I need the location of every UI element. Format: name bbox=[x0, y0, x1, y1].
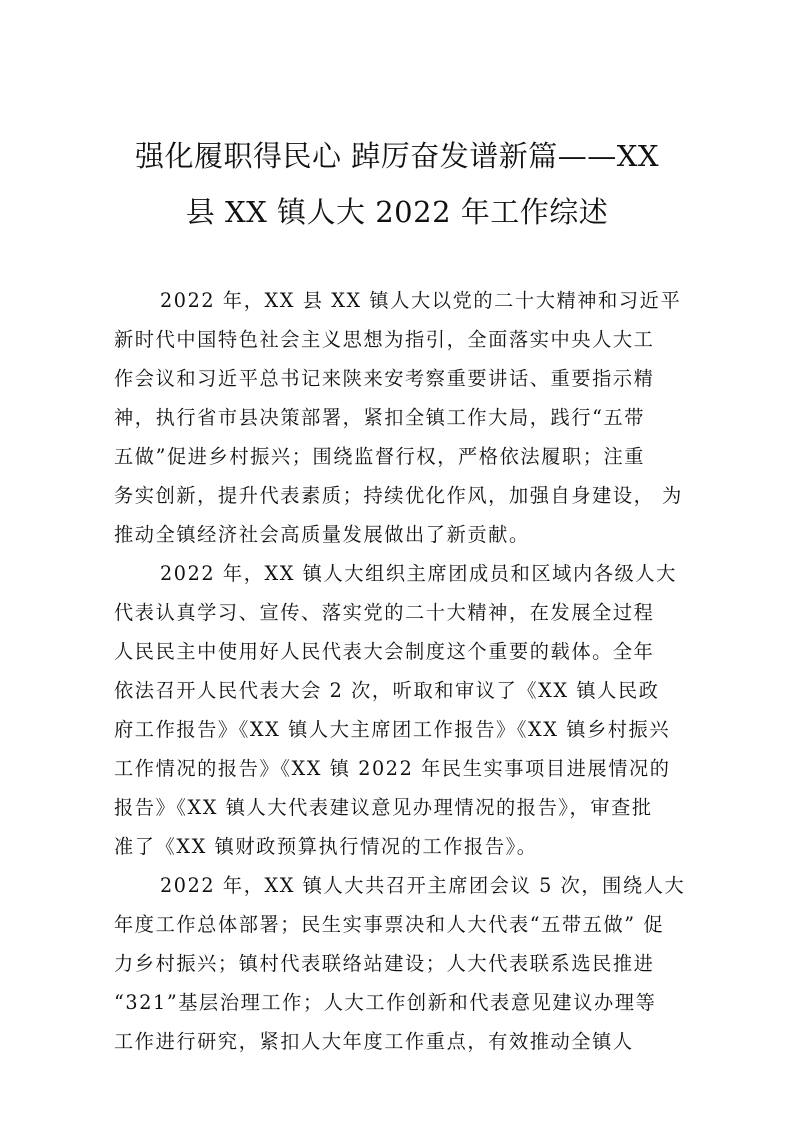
paragraph-line: 神，执行省市县决策部署，紧扣全镇工作大局，践行“五带 bbox=[114, 406, 646, 429]
title-line-1: 强化履职得民心 踔厉奋发谱新篇——XX bbox=[134, 139, 659, 173]
document-title bbox=[100, 128, 694, 240]
paragraph-line: 准了《XX 镇财政预算执行情况的工作报告》。 bbox=[114, 835, 538, 858]
paragraph-line: 推动全镇经济社会高质量发展做出了新贡献。 bbox=[114, 523, 530, 546]
paragraph-line: 2022 年，XX 镇人大共召开主席团会议 5 次，围绕人大 bbox=[160, 874, 686, 897]
document-body bbox=[114, 281, 686, 1061]
title-line-2: 县 XX 镇人大 2022 年工作综述 bbox=[185, 195, 609, 229]
paragraph-line: 报告》《XX 镇人大代表建议意见办理情况的报告》，审查批 bbox=[114, 796, 653, 819]
paragraph-line: 依法召开人民代表大会 2 次，听取和审议了《XX 镇人民政 bbox=[114, 679, 660, 702]
paragraph-line: 力乡村振兴；镇村代表联络站建设；人大代表联系选民推进 bbox=[114, 952, 655, 975]
paragraph-line: 工作进行研究，紧扣人大年度工作重点，有效推动全镇人 bbox=[114, 1030, 634, 1053]
paragraph-line: 作会议和习近平总书记来陕来安考察重要讲话、重要指示精 bbox=[114, 367, 655, 390]
paragraph-line: 代表认真学习、宣传、落实党的二十大精神，在发展全过程 bbox=[114, 601, 655, 624]
paragraph-3 bbox=[114, 866, 686, 1061]
paragraph-line: 2022 年，XX 镇人大组织主席团成员和区域内各级人大 bbox=[160, 562, 677, 585]
paragraph-line: “321”基层治理工作；人大工作创新和代表意见建议办理等 bbox=[114, 991, 657, 1014]
paragraph-line: 年度工作总体部署；民生实事票决和人大代表“五带五做” 促 bbox=[114, 913, 665, 936]
paragraph-2 bbox=[114, 554, 682, 866]
paragraph-line: 人民民主中使用好人民代表大会制度这个重要的载体。全年 bbox=[114, 640, 655, 663]
paragraph-line: 新时代中国特色社会主义思想为指引，全面落实中央人大工 bbox=[114, 328, 655, 351]
paragraph-line: 五做”促进乡村振兴；围绕监督行权，严格依法履职；注重 bbox=[114, 445, 646, 468]
paragraph-line: 工作情况的报告》《XX 镇 2022 年民生实事项目进展情况的 bbox=[114, 757, 671, 780]
paragraph-1 bbox=[114, 281, 682, 554]
paragraph-line: 2022 年，XX 县 XX 镇人大以党的二十大精神和习近平 bbox=[160, 289, 682, 312]
paragraph-line: 务实创新，提升代表素质；持续优化作风，加强自身建设， 为 bbox=[114, 484, 683, 507]
paragraph-line: 府工作报告》《XX 镇人大主席团工作报告》《XX 镇乡村振兴 bbox=[114, 718, 671, 741]
